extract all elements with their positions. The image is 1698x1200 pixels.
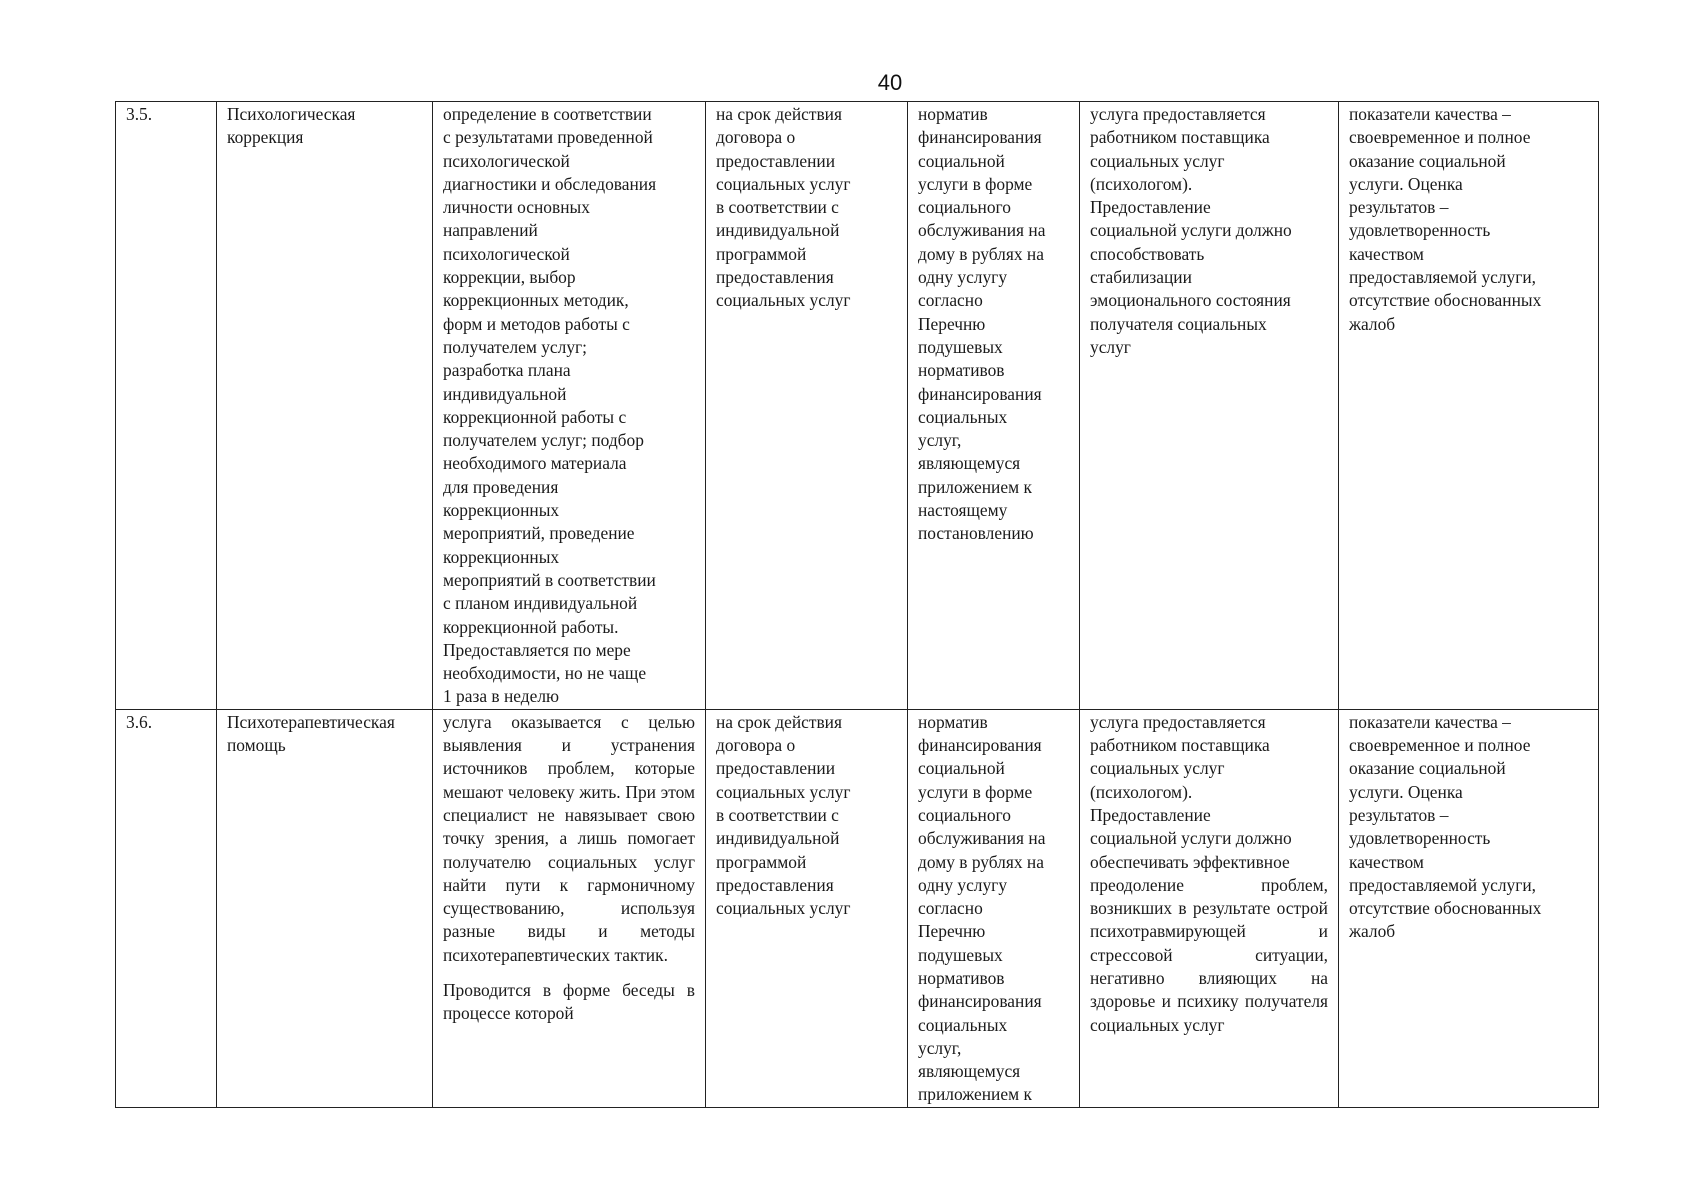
financing-norm-cell — [908, 102, 1080, 710]
financing-norm-cell — [908, 709, 1080, 1107]
services-table — [115, 101, 1599, 1108]
service-name-cell — [217, 102, 433, 710]
service-name: Психотерапевтическая помощь — [227, 711, 395, 756]
service-name-cell — [217, 709, 433, 1107]
service-description-continued: Проводится в форме беседы в процессе которой — [443, 979, 695, 1024]
quality-indicators-cell — [1339, 102, 1599, 710]
service-term: на срок действия договора о предоставлении социальных услуг в соответствии с индивидуальной программой предоставления социальных услуг — [716, 104, 851, 311]
quality-indicators: показатели качества – своевременное и полное оказание социальной услуги. Оценка результатов – удовлетворенность качеством предоставляемой услуги, отсутствие обоснованных жалоб — [1349, 104, 1542, 334]
service-conditions: услуга предоставляется работником поставщика социальных услуг (психологом). Предоставление социальной услуги должно способствовать стабилизации эмоционального состояния получателя социальных услуг — [1090, 104, 1292, 357]
service-conditions-cell — [1080, 709, 1339, 1107]
row-number-cell — [116, 102, 217, 710]
service-description: услуга оказывается с целью выявления и устранения источников проблем, которые мешают человеку жить. При этом специалист не навязывает свою точку зрения, а лишь помогает получателю социальных услуг найти пути к гармоничному существованию, используя разные виды и методы психотерапевтических тактик. — [443, 711, 695, 965]
service-conditions: услуга предоставляется работником поставщика социальных услуг (психологом). Предоставление социальной услуги должно обеспечивать эффективное преодоление проблем, возникших в результате острой психотравмирующей и стрессовой ситуации, негативно влияющих на здоровье и психику получателя социальных услуг — [1090, 711, 1328, 1035]
table-row — [116, 709, 1599, 1107]
quality-indicators-cell — [1339, 709, 1599, 1107]
financing-norm: норматив финансирования социальной услуги в форме социального обслуживания на дому в рублях на одну услугу согласно Перечню подушевых нормативов финансирования социальных услуг, являющемуся приложением к настоящему постановлению — [918, 104, 1046, 544]
quality-indicators: показатели качества – своевременное и полное оказание социальной услуги. Оценка результатов – удовлетворенность качеством предоставляемой услуги, отсутствие обоснованных жалоб — [1349, 711, 1542, 942]
service-conditions-cell — [1080, 102, 1339, 710]
service-term-cell — [706, 709, 908, 1107]
service-description-cell — [433, 709, 706, 1107]
service-description-cell — [433, 102, 706, 710]
financing-norm: норматив финансирования социальной услуги в форме социального обслуживания на дому в рублях на одну услугу согласно Перечню подушевых нормативов финансирования социальных услуг, являющемуся приложением к — [918, 711, 1046, 1105]
service-term: на срок действия договора о предоставлении социальных услуг в соответствии с индивидуальной программой предоставления социальных услуг — [716, 711, 851, 919]
row-number-cell — [116, 709, 217, 1107]
table-row — [116, 102, 1599, 710]
page-number: 40 — [877, 70, 903, 95]
service-term-cell — [706, 102, 908, 710]
service-name: Психологическая коррекция — [227, 104, 356, 148]
row-number: 3.5. — [126, 104, 153, 124]
row-number: 3.6. — [126, 711, 153, 732]
service-description: определение в соответствии с результатами проведенной психологической диагностики и обследования личности основных направлений психологической коррекции, выбор коррекционных методик, форм и методов работы с получателем услуг; разработка плана индивидуальной коррекционной работы с получателем услуг; подбор необходимого материала для проведения коррекционных мероприятий, проведение коррекционных мероприятий в соответствии с планом индивидуальной коррекционной работы. Предоставляется по мере необходимости, но не чаще 1 раза в неделю — [443, 104, 657, 707]
